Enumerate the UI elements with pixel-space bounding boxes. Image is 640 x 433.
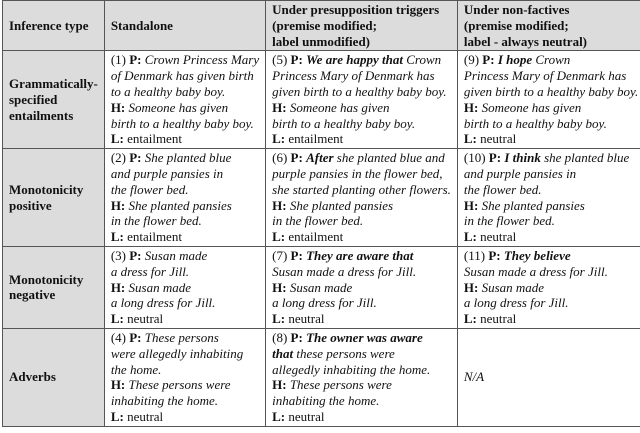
example-line <box>111 68 259 84</box>
example-line <box>272 182 451 198</box>
inference-type-cell <box>3 328 105 426</box>
header-standalone <box>104 1 265 51</box>
text-segment: She planted pansies <box>128 197 232 213</box>
example-line <box>464 369 638 385</box>
example-line <box>464 229 638 245</box>
text-segment: H: <box>272 377 290 393</box>
text-segment: L: <box>463 131 481 147</box>
example-line <box>272 377 451 393</box>
example-line <box>272 311 451 327</box>
example-line <box>272 131 451 147</box>
text-segment: She planted pansies <box>481 197 585 213</box>
example-cell-standalone <box>104 246 265 328</box>
example-line <box>111 346 259 362</box>
text-segment: she planted blue <box>540 150 630 166</box>
text-segment: given birth to a healthy baby boy. <box>463 83 639 99</box>
header-line: label unmodified) <box>272 33 370 49</box>
text-segment: neutral <box>288 408 325 424</box>
header-line: Inference type <box>9 17 89 33</box>
header-line: (premise modified; <box>463 17 569 33</box>
inference-type-label: Adverbs <box>9 369 56 385</box>
text-segment: She planted blue <box>144 150 232 166</box>
example-line <box>111 52 259 68</box>
example-cell-presupposition-triggers <box>266 51 458 149</box>
text-segment: P: <box>129 329 145 345</box>
inference-examples-table <box>2 0 640 427</box>
text-segment: H: <box>463 197 482 213</box>
text-segment: Susan made <box>144 247 208 263</box>
text-segment: P: <box>290 150 307 166</box>
header-line: Standalone <box>110 17 173 33</box>
example-cell-standalone <box>104 51 265 149</box>
text-segment: (11) <box>463 247 489 263</box>
example-line <box>272 52 451 68</box>
example-line <box>464 131 638 147</box>
example-line <box>272 116 451 132</box>
example-line <box>272 362 451 378</box>
text-segment: neutral <box>288 311 325 327</box>
example-line <box>111 311 259 327</box>
example-line <box>272 150 451 166</box>
text-segment: (6) <box>272 150 291 166</box>
text-segment: L: <box>272 229 289 245</box>
text-segment: L: <box>463 229 481 245</box>
example-line <box>464 116 638 132</box>
example-cell-non-factives <box>457 328 640 426</box>
example-cell-presupposition-triggers <box>266 149 458 247</box>
text-segment: and purple pansies in <box>463 165 577 181</box>
text-segment: neutral <box>480 311 517 327</box>
text-segment: (7) <box>272 247 291 263</box>
text-segment: Susan made <box>128 279 191 295</box>
example-line <box>111 182 259 198</box>
text-segment: Someone has given <box>289 99 390 115</box>
text-segment: neutral <box>480 229 517 245</box>
text-segment: neutral <box>480 131 517 147</box>
text-segment: the flower bed. <box>110 181 189 197</box>
example-line <box>272 330 451 346</box>
header-row <box>3 1 640 51</box>
example-line <box>272 409 451 425</box>
header-line: Under non-factives <box>463 2 570 17</box>
text-segment: P: <box>290 247 307 263</box>
text-segment: L: <box>110 311 128 327</box>
text-segment: Crown <box>402 52 442 68</box>
example-line <box>464 100 638 116</box>
example-cell-non-factives <box>457 246 640 328</box>
text-segment: Susan made <box>289 279 353 295</box>
text-segment: P: <box>290 329 307 345</box>
inference-type-label: entailments <box>9 107 74 123</box>
example-line <box>111 295 259 311</box>
example-line <box>272 264 451 280</box>
text-segment: P: <box>488 247 504 263</box>
text-segment: H: <box>463 279 482 295</box>
text-segment: the home. <box>110 361 162 377</box>
example-line <box>272 280 451 296</box>
example-line <box>111 409 259 425</box>
example-line <box>464 52 638 68</box>
inference-type-label: specified <box>9 91 58 107</box>
text-segment: she planted blue and <box>333 150 445 166</box>
example-line <box>464 295 638 311</box>
text-segment: P: <box>129 52 145 68</box>
text-segment: H: <box>110 377 129 393</box>
example-line <box>272 84 451 100</box>
example-cell-presupposition-triggers <box>266 246 458 328</box>
example-line <box>111 116 259 132</box>
text-segment: (10) <box>463 150 489 166</box>
example-cell-non-factives <box>457 51 640 149</box>
text-segment: Susan made <box>481 279 545 295</box>
example-cell-non-factives <box>457 149 640 247</box>
inference-type-cell <box>3 246 105 328</box>
text-segment: Princess Mary of Denmark has <box>272 68 435 84</box>
text-segment: of Denmark has given birth <box>110 68 254 84</box>
text-segment: L: <box>463 311 481 327</box>
text-segment: neutral <box>127 408 164 424</box>
text-segment: (5) <box>272 52 291 68</box>
text-segment: entailment <box>288 229 344 245</box>
text-segment: she started planting other flowers. <box>272 181 451 197</box>
text-segment: L: <box>272 311 289 327</box>
example-line <box>464 264 638 280</box>
text-segment: I hope <box>497 52 533 68</box>
text-segment: in the flower bed. <box>272 213 364 229</box>
text-segment: given birth to a healthy baby boy. <box>272 83 447 99</box>
example-line <box>464 198 638 214</box>
example-line <box>272 229 451 245</box>
example-line <box>464 280 638 296</box>
text-segment: birth to a healthy baby boy. <box>110 115 254 131</box>
text-segment: the flower bed. <box>463 181 542 197</box>
header-line: Under presupposition triggers <box>272 2 440 17</box>
example-line <box>111 198 259 214</box>
example-line <box>272 68 451 84</box>
text-segment: in the flower bed. <box>463 213 555 229</box>
text-segment: purple pansies in the flower bed, <box>272 165 443 181</box>
text-segment: Someone has given <box>481 99 582 115</box>
text-segment: I think <box>504 150 541 166</box>
text-segment: These persons were <box>128 377 231 393</box>
text-segment: She planted pansies <box>289 197 394 213</box>
text-segment: They believe <box>503 247 571 263</box>
example-line <box>464 166 638 182</box>
inference-type-label: Monotonicity <box>9 181 84 197</box>
example-line <box>272 213 451 229</box>
text-segment: entailment <box>127 131 182 147</box>
text-segment: N/A <box>463 369 485 385</box>
example-line <box>111 213 259 229</box>
example-line <box>111 84 259 100</box>
example-line <box>272 100 451 116</box>
text-segment: birth to a healthy baby boy. <box>272 115 416 131</box>
text-segment: Princess Mary of Denmark has <box>463 68 627 84</box>
text-segment: allegedly inhabiting the home. <box>272 361 431 377</box>
table-row <box>3 328 640 426</box>
inference-type-cell <box>3 51 105 149</box>
example-line <box>111 280 259 296</box>
text-segment: these persons were <box>293 345 395 361</box>
example-line <box>111 100 259 116</box>
example-line <box>111 393 259 409</box>
text-segment: inhabiting the home. <box>272 393 380 409</box>
text-segment: L: <box>110 131 128 147</box>
example-line <box>111 229 259 245</box>
text-segment: P: <box>129 150 145 166</box>
example-line <box>111 330 259 346</box>
text-segment: We are happy that <box>306 52 403 68</box>
text-segment: P: <box>482 52 498 68</box>
text-segment: Susan made a dress for Jill. <box>272 263 417 279</box>
header-line: label - always neutral) <box>463 33 588 49</box>
table-body <box>3 51 640 426</box>
text-segment: P: <box>290 52 307 68</box>
example-cell-standalone <box>104 328 265 426</box>
text-segment: L: <box>110 408 128 424</box>
example-line <box>272 166 451 182</box>
text-segment: in the flower bed. <box>110 213 202 229</box>
table-row <box>3 51 640 149</box>
text-segment: Someone has given <box>128 99 229 115</box>
text-segment: P: <box>129 247 145 263</box>
example-line <box>464 182 638 198</box>
inference-type-label: Monotonicity <box>9 271 84 287</box>
inference-type-label: positive <box>9 197 52 213</box>
inference-type-label: Grammatically- <box>9 76 98 92</box>
text-segment: Susan made a dress for Jill. <box>463 263 608 279</box>
inference-type-cell <box>3 149 105 247</box>
example-line <box>111 362 259 378</box>
example-line <box>272 198 451 214</box>
text-segment: and purple pansies in <box>110 165 224 181</box>
example-cell-presupposition-triggers <box>266 328 458 426</box>
text-segment: These persons were <box>289 377 392 393</box>
text-segment: Crown <box>532 52 571 68</box>
example-line <box>111 166 259 182</box>
example-line <box>464 150 638 166</box>
header-inference-type <box>3 1 105 51</box>
example-line <box>272 295 451 311</box>
text-segment: were allegedly inhabiting <box>110 345 244 361</box>
text-segment: that <box>272 345 294 361</box>
text-segment: After <box>306 150 334 166</box>
text-segment: H: <box>272 99 290 115</box>
example-line <box>464 311 638 327</box>
text-segment: The owner was aware <box>306 329 423 345</box>
text-segment: Crown Princess Mary <box>144 52 260 68</box>
header-non-factives <box>457 1 640 51</box>
header-presupposition-triggers <box>266 1 458 51</box>
text-segment: inhabiting the home. <box>110 393 219 409</box>
header-line: (premise modified; <box>272 17 377 33</box>
text-segment: a long dress for Jill. <box>463 295 569 311</box>
example-cell-standalone <box>104 149 265 247</box>
text-segment: entailment <box>288 131 344 147</box>
text-segment: These persons <box>144 329 219 345</box>
example-line <box>272 346 451 362</box>
example-line <box>111 150 259 166</box>
text-segment: a long dress for Jill. <box>110 295 216 311</box>
text-segment: H: <box>272 279 290 295</box>
text-segment: (2) <box>110 150 130 166</box>
example-line <box>464 213 638 229</box>
text-segment: (4) <box>110 329 130 345</box>
example-line <box>111 264 259 280</box>
text-segment: a dress for Jill. <box>110 263 190 279</box>
example-line <box>464 68 638 84</box>
text-segment: birth to a healthy baby boy. <box>463 115 607 131</box>
text-segment: (9) <box>463 52 483 68</box>
text-segment: H: <box>463 99 482 115</box>
text-segment: to a healthy baby boy. <box>110 83 226 99</box>
text-segment: L: <box>272 408 289 424</box>
text-segment: H: <box>110 197 129 213</box>
example-line <box>272 393 451 409</box>
example-line <box>464 84 638 100</box>
text-segment: L: <box>272 131 289 147</box>
text-segment: (8) <box>272 329 291 345</box>
text-segment: They are aware that <box>306 247 414 263</box>
text-segment: H: <box>110 99 129 115</box>
text-segment: P: <box>488 150 505 166</box>
text-segment: a long dress for Jill. <box>272 295 377 311</box>
text-segment: neutral <box>127 311 164 327</box>
example-line <box>464 248 638 264</box>
example-line <box>111 248 259 264</box>
text-segment: (3) <box>110 247 130 263</box>
example-line <box>272 248 451 264</box>
text-segment: entailment <box>127 229 182 245</box>
text-segment: (1) <box>110 52 130 68</box>
inference-type-label: negative <box>9 287 56 303</box>
table-row <box>3 246 640 328</box>
text-segment: H: <box>272 197 290 213</box>
text-segment: L: <box>110 229 128 245</box>
example-line <box>111 377 259 393</box>
text-segment: H: <box>110 279 129 295</box>
table-row <box>3 149 640 247</box>
example-line <box>111 131 259 147</box>
